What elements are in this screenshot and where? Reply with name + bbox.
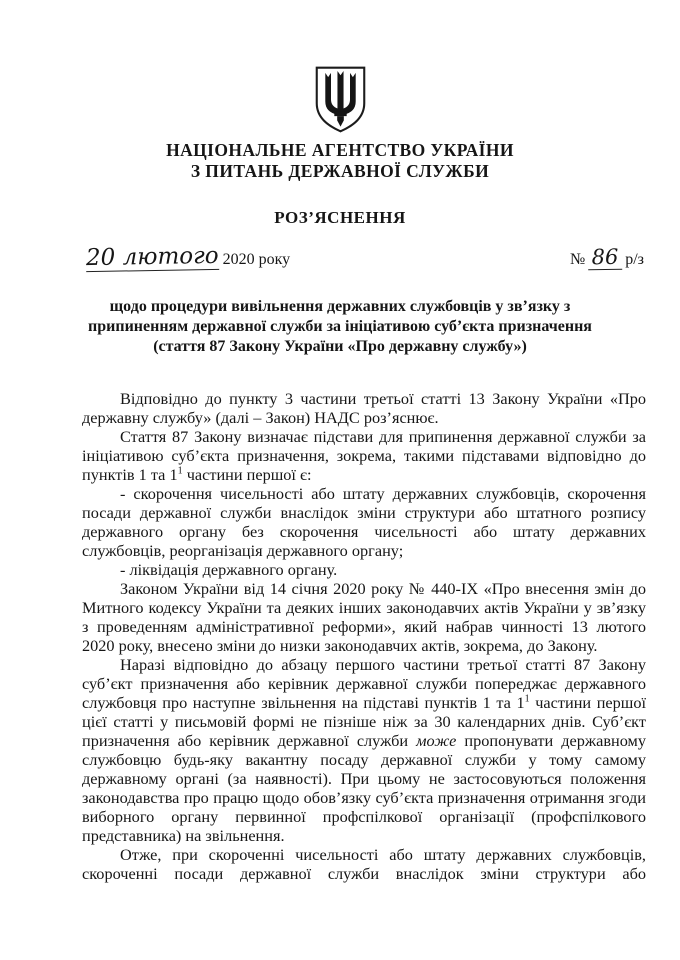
subject-heading	[0, 297, 680, 357]
paragraph-notice-seg3: пропонувати державному службовцю будь-яку вакантну посаду державної служби у тому самому державному органі (за наявності). При цьому не застосовуються положення законодавства про працю щодо обов’язку суб’єкта призначення отримання згоди виборного органу первинної профспілкової організації (профспілкового представника) на звільнення.	[82, 731, 647, 845]
subject-line2: припиненням державної служби за ініціативою суб’єкта призначення	[88, 318, 592, 335]
bullet-liquidation: - ліквідація державного органу.	[120, 560, 338, 579]
superscript-1: 1	[177, 465, 183, 477]
paragraph-notice-seg2: частини першої цієї статті у письмовій формі не пізніше ніж за 30 календарних днів. Суб’єкт призначення або керівник державної служби	[82, 693, 646, 750]
document-type-title: РОЗ’ЯСНЕННЯ	[274, 208, 406, 227]
date-field	[86, 244, 290, 271]
italic-mozhe: може	[416, 731, 457, 750]
paragraph-notice	[82, 655, 646, 845]
subject-line1: щодо процедури вивільнення державних службовців у зв’язку з	[109, 298, 571, 315]
paragraph-law440: Законом України від 14 січня 2020 року № 440-IX «Про внесення змін до Митного кодексу України та деяких інших законодавчих актів України у зв’язку з проведенням адміністративної реформи», який набрав чинності 13 лютого 2020 року, внесено зміни до низки законодавчих актів, зокрема, до Закону.	[82, 579, 646, 655]
paragraph-notice-seg1: Наразі відповідно до абзацу першого частини третьої статті 87 Закону суб’єкт призначення або керівник державної служби попереджає державного службовця про наступне звільнення на підставі пунктів 1 та 1	[82, 655, 646, 712]
paragraph-article87	[82, 427, 646, 484]
handwritten-number: 86	[588, 245, 622, 271]
paragraph-article87-tail: частини першої є:	[182, 465, 312, 484]
document-body	[0, 389, 680, 883]
date-number-row	[0, 244, 680, 271]
org-name-line1: НАЦІОНАЛЬНЕ АГЕНТСТВО УКРАЇНИ	[166, 140, 514, 160]
superscript-2: 1	[524, 693, 530, 705]
document-number-field	[570, 245, 644, 270]
bullet-reduction: - скорочення чисельності або штату державних службовців, скорочення посади державної служби внаслідок зміни структури або штатного розпису державного органу без скорочення чисельності або штату державних службовців, реорганізація державного органу;	[82, 484, 646, 560]
number-sign: №	[569, 251, 586, 268]
paragraph-intro: Відповідно до пункту 3 частини третьої статті 13 Закону України «Про державну службу» (далі – Закон) НАДС роз’яснює.	[82, 389, 646, 427]
paragraph-article87-text: Стаття 87 Закону визначає підстави для припинення державної служби за ініціативою суб’єкта призначення, зокрема, такими підставами відповідно до пунктів 1 та 1	[82, 427, 646, 484]
paragraph-conclusion: Отже, при скороченні чисельності або штату державних службовців, скороченні посади державної служби внаслідок зміни структури або	[82, 845, 646, 883]
subject-line3: (стаття 87 Закону України «Про державну службу»)	[153, 338, 527, 355]
number-suffix: р/з	[625, 251, 644, 268]
org-name-line2: З ПИТАНЬ ДЕРЖАВНОЇ СЛУЖБИ	[190, 161, 490, 181]
date-year-label: 2020 року	[222, 251, 291, 268]
handwritten-date: 20 лютого	[85, 242, 219, 272]
ukraine-trident-emblem	[312, 64, 369, 135]
trident-icon	[312, 64, 369, 135]
org-name	[0, 140, 680, 182]
